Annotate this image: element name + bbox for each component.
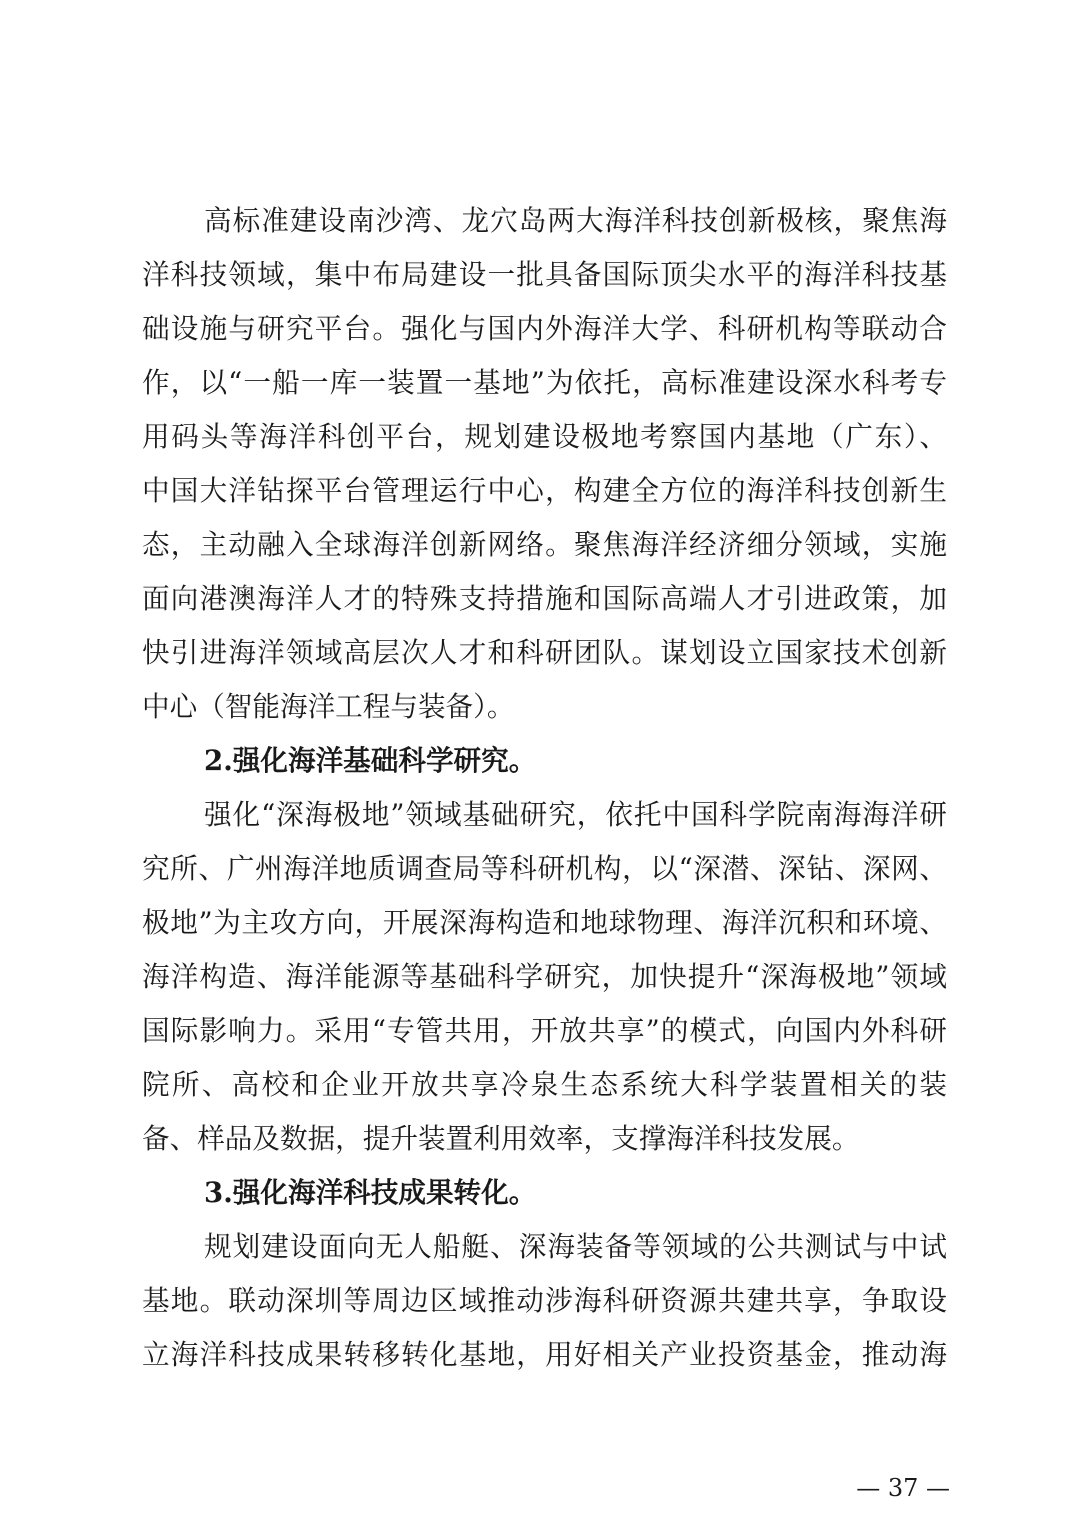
- paragraph-line: 洋科技领域，集中布局建设一批具备国际顶尖水平的海洋科技基: [142, 258, 947, 291]
- paragraph-line: 强化“深海极地”领域基础研究，依托中国科学院南海海洋研: [204, 798, 947, 831]
- paragraph-line: 究所、广州海洋地质调查局等科研机构，以“深潜、深钻、深网、: [142, 852, 947, 885]
- paragraph-line: 态，主动融入全球海洋创新网络。聚焦海洋经济细分领域，实施: [142, 528, 947, 561]
- paragraph-line: 海洋构造、海洋能源等基础科学研究，加快提升“深海极地”领域: [142, 960, 947, 993]
- section-heading: 2.强化海洋基础科学研究。: [204, 744, 537, 777]
- paragraph-line: 中国大洋钻探平台管理运行中心，构建全方位的海洋科技创新生: [142, 474, 947, 507]
- paragraph-line: 面向港澳海洋人才的特殊支持措施和国际高端人才引进政策，加: [142, 582, 947, 615]
- paragraph-line: 作，以“一船一库一装置一基地”为依托，高标准建设深水科考专: [142, 366, 947, 399]
- paragraph-line: 快引进海洋领域高层次人才和科研团队。谋划设立国家技术创新: [142, 636, 947, 669]
- paragraph-line: 极地”为主攻方向，开展深海构造和地球物理、海洋沉积和环境、: [142, 906, 947, 939]
- paragraph-line: 高标准建设南沙湾、龙穴岛两大海洋科技创新极核，聚焦海: [204, 204, 947, 237]
- paragraph-line: 中心（智能海洋工程与装备）。: [142, 690, 515, 723]
- paragraph-line: 规划建设面向无人船艇、深海装备等领域的公共测试与中试: [204, 1230, 947, 1263]
- page-number: — 37 —: [856, 1474, 950, 1502]
- paragraph-line: 础设施与研究平台。强化与国内外海洋大学、科研机构等联动合: [142, 312, 947, 345]
- paragraph-line: 基地。联动深圳等周边区域推动涉海科研资源共建共享，争取设: [142, 1284, 947, 1317]
- paragraph-line: 立海洋科技成果转移转化基地，用好相关产业投资基金，推动海: [142, 1338, 947, 1371]
- paragraph-line: 备、样品及数据，提升装置利用效率，支撑海洋科技发展。: [142, 1122, 860, 1155]
- section-heading: 3.强化海洋科技成果转化。: [204, 1176, 537, 1209]
- paragraph-line: 用码头等海洋科创平台，规划建设极地考察国内基地（广东）、: [142, 420, 947, 453]
- paragraph-line: 院所、高校和企业开放共享冷泉生态系统大科学装置相关的装: [142, 1068, 947, 1101]
- body-text: [142, 194, 947, 1382]
- paragraph-line: 国际影响力。采用“专管共用，开放共享”的模式，向国内外科研: [142, 1014, 947, 1047]
